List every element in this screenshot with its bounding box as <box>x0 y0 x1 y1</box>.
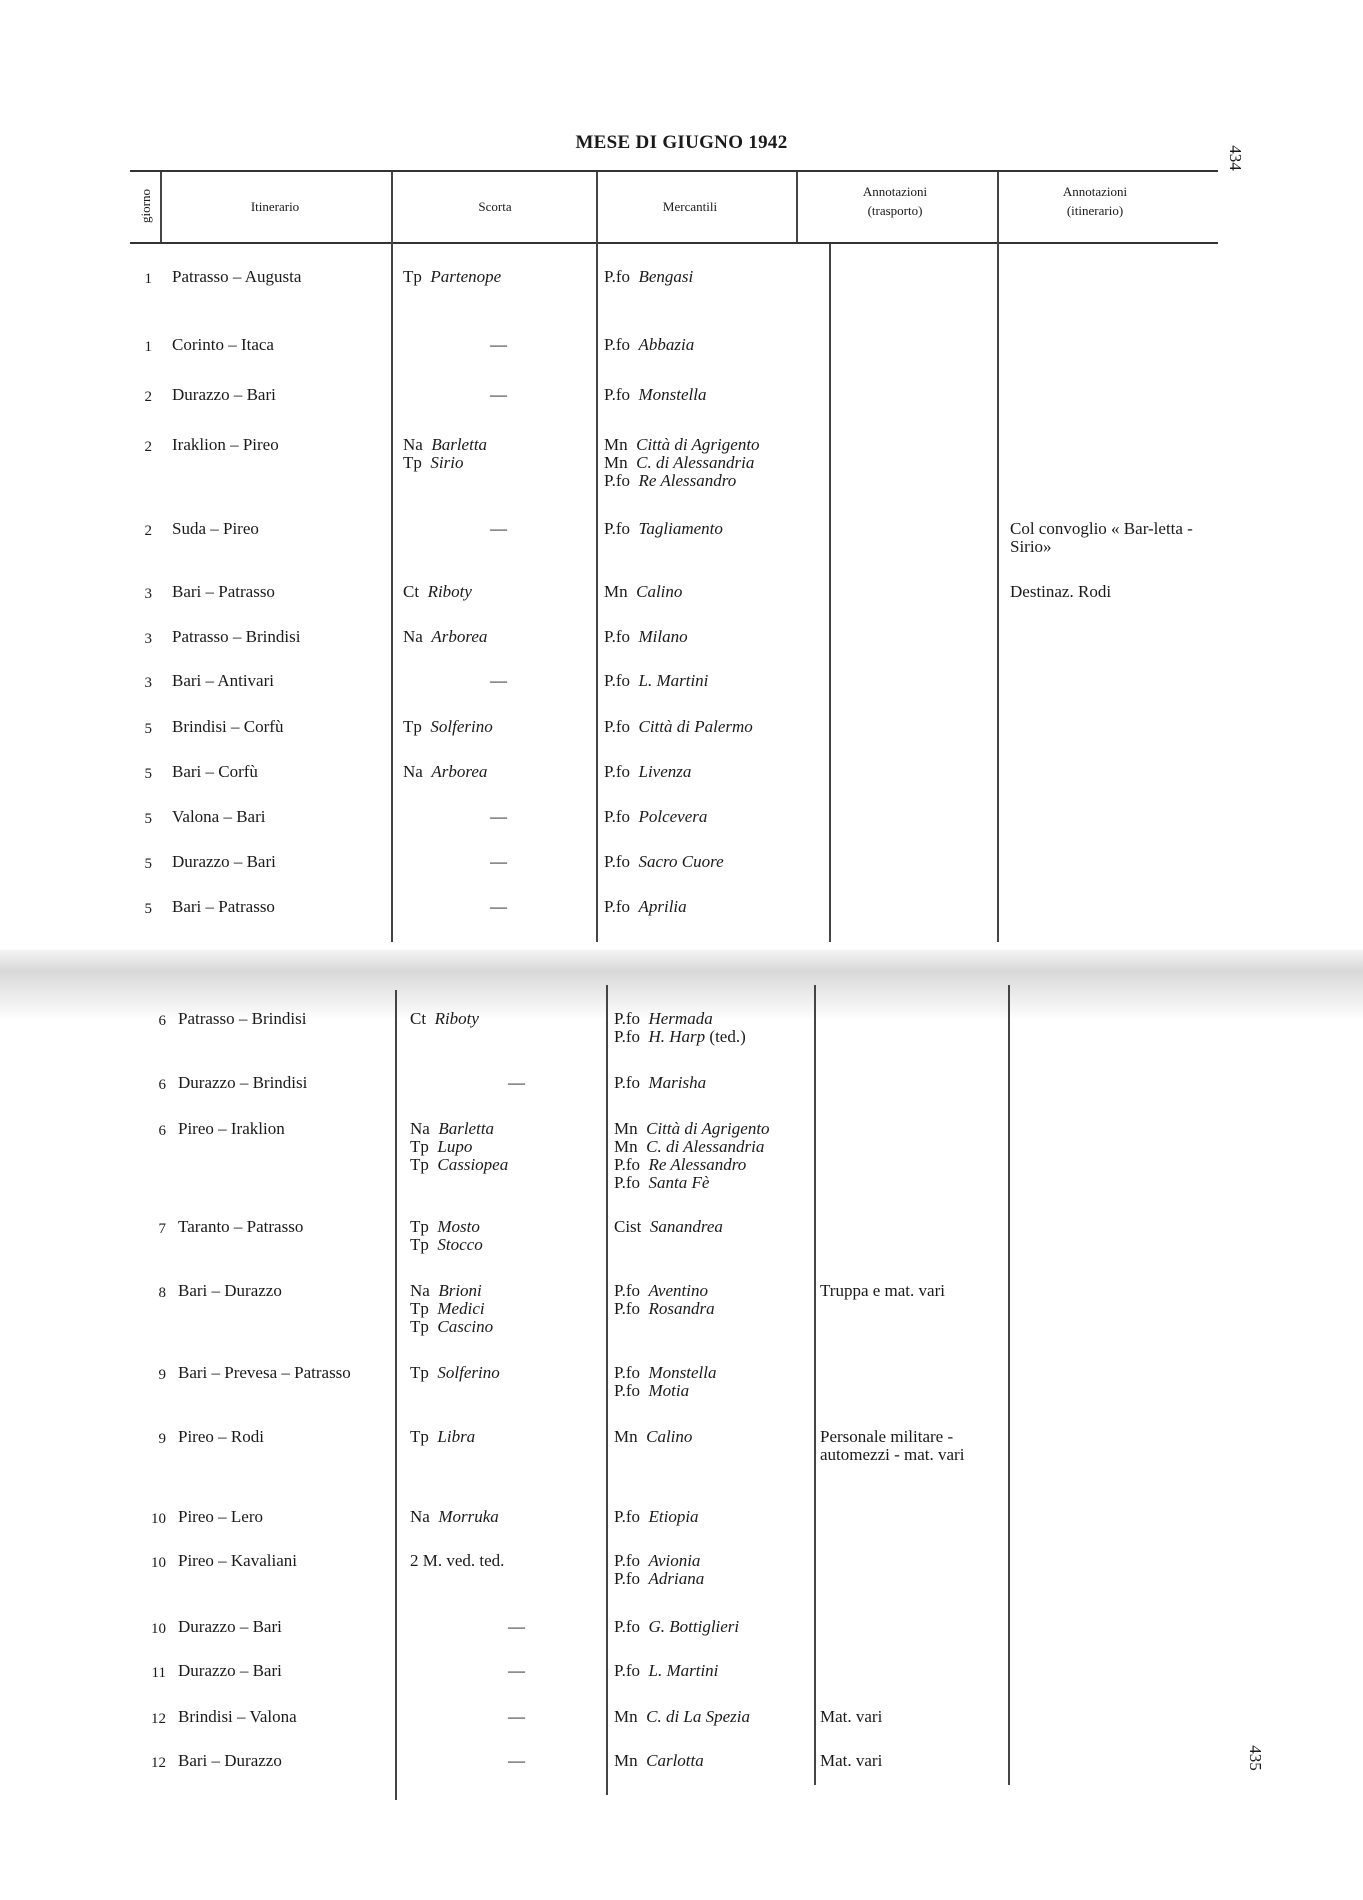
day-number: 10 <box>151 1621 166 1637</box>
escort-none-dash: — <box>490 897 507 916</box>
merchant-ship: P.fo Marisha <box>614 1073 707 1092</box>
merchant-ship: P.fo Santa Fè <box>614 1173 710 1192</box>
route-itinerario: Pireo – Rodi <box>178 1427 264 1446</box>
header-mercantili: Mercantili <box>662 199 718 214</box>
escort-ship: Na Arborea <box>403 762 488 781</box>
day-number: 5 <box>144 766 152 782</box>
merchant-ship: P.fo Hermada <box>614 1009 713 1028</box>
merchant-ship: P.fo Livenza <box>604 762 692 781</box>
header-bottom-rule <box>130 242 1218 244</box>
escort-ship: Na Barletta <box>410 1119 495 1138</box>
merchant-ship: P.fo Etiopia <box>614 1507 699 1526</box>
route-itinerario: Pireo – Lero <box>178 1507 263 1526</box>
merchant-ship: P.fo Aventino <box>614 1281 708 1300</box>
column-divider <box>796 172 798 242</box>
day-number: 5 <box>144 901 152 917</box>
column-divider <box>814 985 816 1785</box>
merchant-ship: P.fo H. Harp (ted.) <box>614 1027 746 1046</box>
column-divider <box>606 985 608 1795</box>
escort-ship: Tp Solferino <box>410 1363 500 1382</box>
merchant-ship: P.fo L. Martini <box>614 1661 719 1680</box>
escort-none-dash: — <box>490 519 507 538</box>
route-itinerario: Bari – Antivari <box>172 671 274 690</box>
escort-none-dash: — <box>508 1751 525 1770</box>
escort-text: 2 M. ved. ted. <box>410 1551 505 1570</box>
annotation-itinerario: Col convoglio « Bar-letta - Sirio» <box>1010 519 1193 556</box>
annotation-trasporto: Mat. vari <box>820 1751 883 1770</box>
merchant-ship: P.fo L. Martini <box>604 671 709 690</box>
route-itinerario: Bari – Corfù <box>172 762 258 781</box>
merchant-ship: P.fo Milano <box>604 627 688 646</box>
annotation-itinerario: Destinaz. Rodi <box>1010 582 1112 601</box>
escort-ship: Ct Riboty <box>403 582 472 601</box>
page-title: MESE DI GIUGNO 1942 <box>575 132 788 153</box>
merchant-ship: P.fo Re Alessandro <box>604 471 737 490</box>
day-number: 5 <box>144 721 152 737</box>
merchant-ship: P.fo Re Alessandro <box>614 1155 747 1174</box>
route-itinerario: Brindisi – Corfù <box>172 717 284 736</box>
merchant-ship: P.fo Motia <box>614 1381 690 1400</box>
escort-none-dash: — <box>508 1073 525 1092</box>
day-number: 3 <box>144 586 152 602</box>
merchant-ship: Mn C. di Alessandria <box>604 453 755 472</box>
header-giorno: giorno <box>138 189 153 223</box>
day-number: 3 <box>144 675 152 691</box>
page-number-bottom: 435 <box>1245 1745 1265 1771</box>
merchant-ship: Mn Calino <box>604 582 683 601</box>
escort-none-dash: — <box>490 671 507 690</box>
escort-ship: Tp Medici <box>410 1299 485 1318</box>
route-itinerario: Durazzo – Bari <box>178 1661 282 1680</box>
route-itinerario: Patrasso – Augusta <box>172 267 302 286</box>
day-number: 2 <box>144 439 152 455</box>
day-number: 10 <box>151 1555 166 1571</box>
route-itinerario: Bari – Patrasso <box>172 582 275 601</box>
route-itinerario: Patrasso – Brindisi <box>172 627 301 646</box>
escort-none-dash: — <box>508 1707 525 1726</box>
escort-ship: Tp Lupo <box>410 1137 473 1156</box>
merchant-ship: Cist Sanandrea <box>614 1217 723 1236</box>
header-top-rule <box>130 170 1218 172</box>
route-itinerario: Suda – Pireo <box>172 519 259 538</box>
day-number: 2 <box>144 523 152 539</box>
column-divider <box>596 172 598 942</box>
day-number: 5 <box>144 856 152 872</box>
escort-none-dash: — <box>490 807 507 826</box>
route-itinerario: Iraklion – Pireo <box>172 435 279 454</box>
column-divider <box>829 244 831 942</box>
column-divider <box>391 172 393 942</box>
escort-ship: Tp Libra <box>410 1427 476 1446</box>
escort-ship: Na Arborea <box>403 627 488 646</box>
escort-ship: Tp Mosto <box>410 1217 480 1236</box>
day-number: 2 <box>144 389 152 405</box>
escort-ship: Na Barletta <box>403 435 488 454</box>
escort-ship: Tp Solferino <box>403 717 493 736</box>
route-itinerario: Bari – Prevesa – Patrasso <box>178 1363 351 1382</box>
header-annotazioni-trasporto: Annotazioni (trasporto) <box>862 184 928 218</box>
merchant-ship: P.fo Monstella <box>604 385 707 404</box>
escort-ship: Na Morruka <box>410 1507 499 1526</box>
merchant-ship: P.fo Avionia <box>614 1551 701 1570</box>
route-itinerario: Valona – Bari <box>172 807 266 826</box>
day-number: 12 <box>151 1711 166 1727</box>
page-number-top: 434 <box>1225 145 1245 171</box>
route-itinerario: Pireo – Kavaliani <box>178 1551 297 1570</box>
day-number: 8 <box>158 1285 166 1301</box>
merchant-ship: P.fo Bengasi <box>604 267 694 286</box>
day-number: 1 <box>144 339 152 355</box>
escort-none-dash: — <box>490 385 507 404</box>
escort-none-dash: — <box>490 335 507 354</box>
header-annotazioni-itinerario: Annotazioni (itinerario) <box>1062 184 1128 218</box>
day-number: 1 <box>144 271 152 287</box>
escort-ship: Tp Partenope <box>403 267 502 286</box>
day-number: 9 <box>158 1367 166 1383</box>
merchant-ship: Mn C. di Alessandria <box>614 1137 765 1156</box>
annotation-trasporto: Truppa e mat. vari <box>820 1281 945 1300</box>
merchant-ship: P.fo Città di Palermo <box>604 717 753 736</box>
route-itinerario: Durazzo – Bari <box>172 385 276 404</box>
day-number: 5 <box>144 811 152 827</box>
escort-none-dash: — <box>508 1617 525 1636</box>
merchant-ship: Mn Città di Agrigento <box>604 435 760 454</box>
annotation-trasporto: Personale militare - automezzi - mat. vari <box>820 1427 965 1464</box>
merchant-ship: P.fo Rosandra <box>614 1299 715 1318</box>
column-divider <box>160 172 162 242</box>
route-itinerario: Durazzo – Brindisi <box>178 1073 308 1092</box>
merchant-ship: P.fo Sacro Cuore <box>604 852 724 871</box>
merchant-ship: P.fo G. Bottiglieri <box>614 1617 740 1636</box>
route-itinerario: Brindisi – Valona <box>178 1707 297 1726</box>
column-divider <box>1008 985 1010 1785</box>
day-number: 6 <box>158 1123 166 1139</box>
escort-ship: Na Brioni <box>410 1281 482 1300</box>
route-itinerario: Patrasso – Brindisi <box>178 1009 307 1028</box>
merchant-ship: Mn C. di La Spezia <box>614 1707 751 1726</box>
merchant-ship: Mn Calino <box>614 1427 693 1446</box>
route-itinerario: Bari – Durazzo <box>178 1751 282 1770</box>
escort-ship: Tp Cassiopea <box>410 1155 509 1174</box>
merchant-ship: P.fo Tagliamento <box>604 519 723 538</box>
escort-ship: Tp Stocco <box>410 1235 483 1254</box>
day-number: 12 <box>151 1755 166 1771</box>
escort-ship: Tp Cascino <box>410 1317 494 1336</box>
merchant-ship: P.fo Polcevera <box>604 807 708 826</box>
route-itinerario: Corinto – Itaca <box>172 335 274 354</box>
escort-ship: Tp Sirio <box>403 453 464 472</box>
route-itinerario: Bari – Durazzo <box>178 1281 282 1300</box>
merchant-ship: P.fo Adriana <box>614 1569 705 1588</box>
merchant-ship: Mn Carlotta <box>614 1751 704 1770</box>
day-number: 10 <box>151 1511 166 1527</box>
escort-none-dash: — <box>490 852 507 871</box>
route-itinerario: Taranto – Patrasso <box>178 1217 304 1236</box>
day-number: 6 <box>158 1077 166 1093</box>
merchant-ship: P.fo Aprilia <box>604 897 687 916</box>
header-itinerario: Itinerario <box>250 199 300 214</box>
merchant-ship: P.fo Abbazia <box>604 335 695 354</box>
day-number: 7 <box>158 1221 166 1237</box>
column-divider <box>395 990 397 1800</box>
day-number: 11 <box>151 1665 166 1681</box>
merchant-ship: P.fo Monstella <box>614 1363 717 1382</box>
merchant-ship: Mn Città di Agrigento <box>614 1119 770 1138</box>
escort-ship: Ct Riboty <box>410 1009 479 1028</box>
route-itinerario: Bari – Patrasso <box>172 897 275 916</box>
header-scorta: Scorta <box>478 199 512 214</box>
escort-none-dash: — <box>508 1661 525 1680</box>
annotation-trasporto: Mat. vari <box>820 1707 883 1726</box>
column-divider <box>997 172 999 942</box>
route-itinerario: Durazzo – Bari <box>178 1617 282 1636</box>
day-number: 3 <box>144 631 152 647</box>
day-number: 6 <box>158 1013 166 1029</box>
route-itinerario: Durazzo – Bari <box>172 852 276 871</box>
day-number: 9 <box>158 1431 166 1447</box>
route-itinerario: Pireo – Iraklion <box>178 1119 285 1138</box>
